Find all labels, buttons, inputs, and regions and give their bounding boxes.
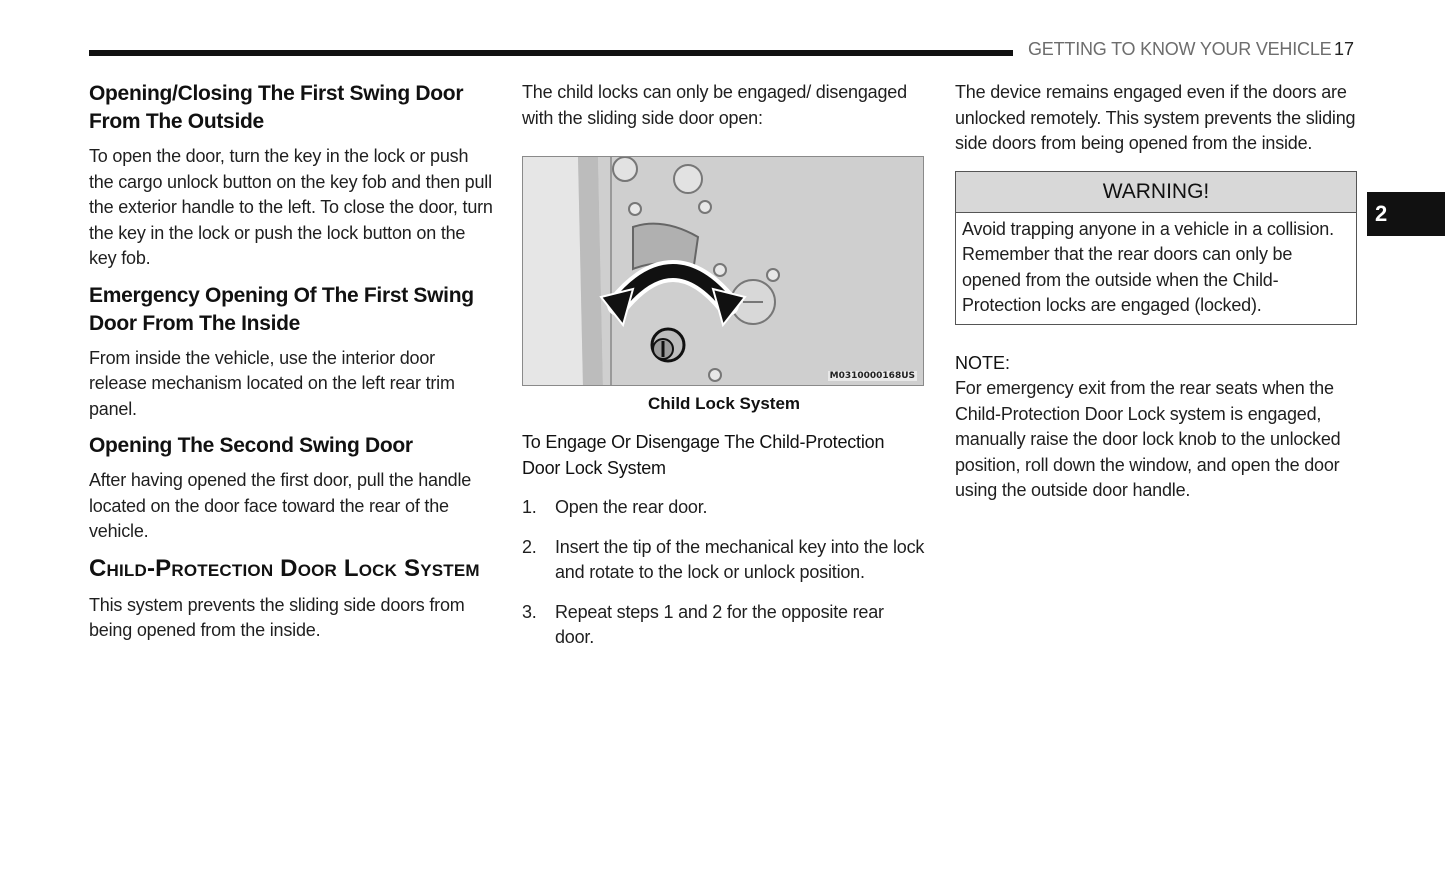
step-number: 3. [522, 601, 537, 622]
figure-code: M0310000168US [829, 371, 915, 381]
warning-title: WARNING! [956, 172, 1356, 213]
step-number: 1. [522, 497, 537, 517]
para-second-door: After having opened the first door, pull the handle located on the door face toward the rear of the vehicle. [89, 470, 472, 541]
heading-child-protection: Child-Protection Door Lock System [89, 554, 480, 582]
chapter-tab: 2 [1367, 192, 1445, 236]
running-header: GETTING TO KNOW YOUR VEHICLE [1028, 39, 1332, 59]
page-number: 17 [1334, 39, 1355, 59]
child-lock-figure [522, 156, 924, 386]
step-item [522, 600, 926, 651]
column-left [89, 80, 493, 644]
step-text: Repeat steps 1 and 2 for the opposite rear door. [555, 601, 884, 647]
step-item [522, 495, 926, 521]
heading-emergency-opening: Emergency Opening Of The First Swing Door From The Inside [89, 283, 474, 335]
para-first-door-outside: To open the door, turn the key in the lock or push the cargo unlock button on the key fob and then pull the exterior handle to the left. To close the door, turn the key in the lock or push the lock button on the key fob. [89, 146, 493, 268]
figure-caption: Child Lock System [647, 394, 801, 413]
column-right [955, 80, 1357, 504]
para-child-protection: This system prevents the sliding side doors from being opened from the inside. [89, 594, 465, 640]
subheading-engage-disengage: To Engage Or Disengage The Child-Protection Door Lock System [522, 432, 885, 478]
para-device-remains: The device remains engaged even if the doors are unlocked remotely. This system prevents the sliding side doors from being opened from the inside. [955, 82, 1356, 153]
column-middle [522, 80, 926, 665]
step-item [522, 535, 926, 586]
step-text: Insert the tip of the mechanical key into the lock and rotate to the lock or unlock position. [555, 536, 925, 582]
note-text: For emergency exit from the rear seats when the Child-Protection Door Lock system is engaged, manually raise the door lock knob to the unlocked position, roll down the window, and open the door using the outside door handle. [955, 378, 1341, 500]
warning-text: Avoid trapping anyone in a vehicle in a collision. Remember that the rear doors can only be opened from the outside when the Child-Protection locks are engaged (locked). [962, 218, 1334, 315]
para-child-locks-intro: The child locks can only be engaged/ disengaged with the sliding side door open: [522, 82, 907, 128]
warning-box [955, 171, 1357, 325]
para-emergency-opening: From inside the vehicle, use the interior door release mechanism located on the left rear trim panel. [89, 347, 455, 419]
child-lock-illustration [523, 157, 924, 386]
step-number: 2. [522, 536, 537, 557]
heading-first-door-outside: Opening/Closing The First Swing Door From The Outside [89, 82, 464, 133]
header-rule [89, 50, 1013, 56]
steps-list [522, 495, 926, 651]
note-title: NOTE: [955, 352, 1011, 373]
step-text: Open the rear door. [555, 497, 708, 517]
heading-second-door: Opening The Second Swing Door [89, 434, 413, 457]
